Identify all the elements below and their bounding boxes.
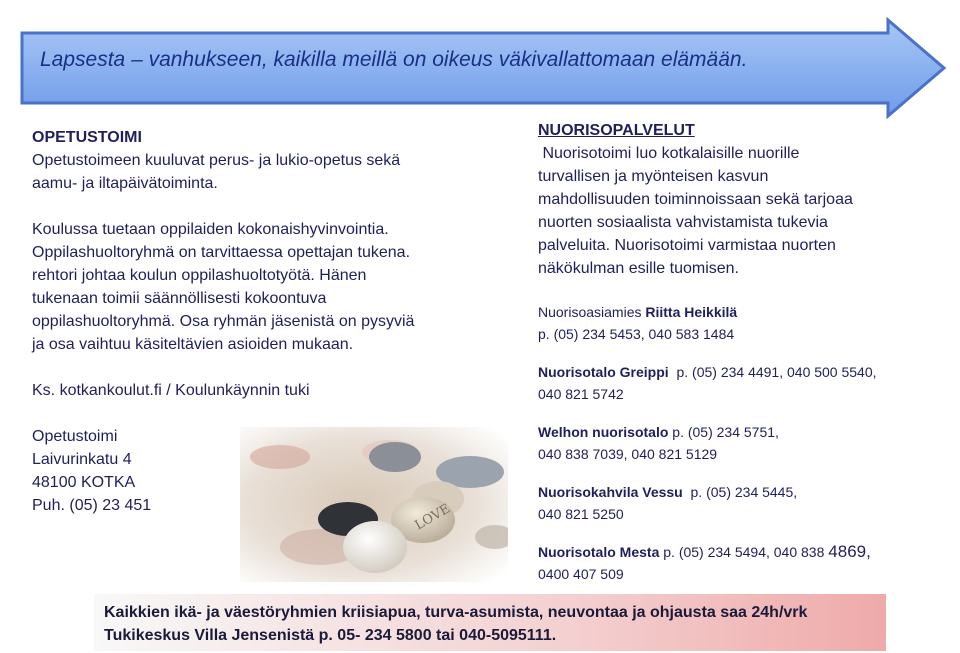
contact5-rest: p. (05) 234 5494, 040 838 bbox=[659, 544, 829, 560]
footer-line-2: Tukikeskus Villa Jensenistä p. 05- 234 5800 tai 040-5095111. bbox=[104, 627, 557, 644]
contact-greippi bbox=[538, 361, 948, 383]
para-line-1: Koulussa tuetaan oppilaiden kokonaishyvinvointia. bbox=[32, 221, 389, 238]
koulunkaynnin-tuki-link[interactable]: Ks. kotkankoulut.fi / Koulunkäynnin tuki bbox=[32, 382, 310, 399]
contact1-name: Riitta Heikkilä bbox=[645, 304, 738, 320]
contact4-line2: 040 821 5250 bbox=[538, 506, 624, 522]
para-line-6: ja osa vaihtuu käsiteltävien asioiden mukaan. bbox=[32, 336, 354, 353]
stones-illustration bbox=[240, 427, 508, 582]
contact2-rest: p. (05) 234 4491, 040 500 5540, bbox=[668, 364, 877, 380]
contact3-name: Welhon nuorisotalo bbox=[538, 424, 669, 440]
right-intro-3: mahdollisuuden toiminnoissaan sekä tarjoaa bbox=[538, 191, 853, 208]
para-line-2: Oppilashuoltoryhmä on tarvittaessa opettajan tukena. bbox=[32, 244, 411, 261]
crisis-help-footer bbox=[94, 594, 886, 651]
para-line-5: oppilashuoltoryhmä. Osa ryhmän jäsenistä on pysyviä bbox=[32, 313, 415, 330]
right-intro-5: palveluita. Nuorisotoimi varmistaa nuorten bbox=[538, 237, 836, 254]
contact1-prefix: Nuorisoasiamies bbox=[538, 304, 646, 320]
contact4-rest: p. (05) 234 5445, bbox=[682, 484, 798, 500]
address-phone: Puh. (05) 23 451 bbox=[32, 497, 152, 514]
address-street: Laivurinkatu 4 bbox=[32, 451, 132, 468]
contact-vessu bbox=[538, 481, 948, 503]
intro-line-1: Opetustoimeen kuuluvat perus- ja lukio-opetus sekä bbox=[32, 152, 401, 169]
para-line-3: rehtori johtaa koulun oppilashuoltotyötä. Hänen bbox=[32, 267, 367, 284]
address-city: 48100 KOTKA bbox=[32, 474, 136, 491]
contact1-phone: p. (05) 234 5453, 040 583 1484 bbox=[538, 326, 735, 342]
love-stone-text: LOVE bbox=[412, 501, 453, 534]
banner-text: Lapsesta – vanhukseen, kaikilla meillä on oikeus väkivallattomaan elämään. bbox=[40, 48, 748, 71]
opetustoimi-heading: OPETUSTOIMI bbox=[32, 129, 142, 146]
right-intro-1: Nuorisotoimi luo kotkalaisille nuorille bbox=[538, 145, 800, 162]
stones-photo bbox=[240, 427, 508, 582]
nuorisopalvelut-heading: NUORISOPALVELUT bbox=[538, 122, 695, 139]
address-name: Opetustoimi bbox=[32, 428, 118, 445]
contact-mesta bbox=[538, 541, 948, 563]
contact3-line2: 040 838 7039, 040 821 5129 bbox=[538, 446, 718, 462]
contact5-rest-big: 4869, bbox=[828, 542, 871, 561]
contact5-line2: 0400 407 509 bbox=[538, 566, 624, 582]
contact4-name: Nuorisokahvila Vessu bbox=[538, 484, 683, 500]
para-line-4: tukenaan toimii säännöllisesti kokoontuva bbox=[32, 290, 327, 307]
contact5-name: Nuorisotalo Mesta bbox=[538, 544, 660, 560]
intro-line-2: aamu- ja iltapäivätoiminta. bbox=[32, 175, 218, 192]
right-intro-2: turvallisen ja myönteisen kasvun bbox=[538, 168, 769, 185]
banner-arrow bbox=[0, 0, 960, 130]
contact-nuorisoasiamies bbox=[538, 301, 948, 323]
contact2-name: Nuorisotalo Greippi bbox=[538, 364, 669, 380]
contact3-rest: p. (05) 234 5751, bbox=[668, 424, 779, 440]
contact-welho bbox=[538, 421, 948, 443]
nuorisopalvelut-section bbox=[538, 119, 948, 585]
contact2-line2: 040 821 5742 bbox=[538, 386, 624, 402]
footer-line-1: Kaikkien ikä- ja väestöryhmien kriisiapua, turva-asumista, neuvontaa ja ohjausta saa 24h/vrk bbox=[104, 604, 808, 621]
right-intro-4: nuorten sosiaalista vahvistamista tukevia bbox=[538, 214, 828, 231]
right-intro-6: näkökulman esille tuomisen. bbox=[538, 260, 739, 277]
